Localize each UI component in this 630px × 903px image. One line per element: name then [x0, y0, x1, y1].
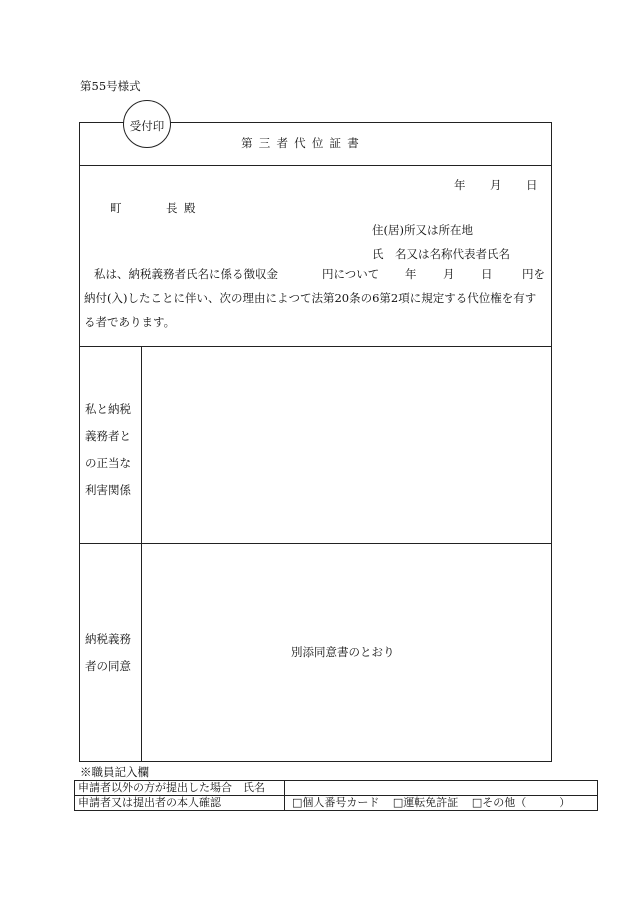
label-line: 者の同意	[85, 659, 131, 673]
label-line: 義務者と	[85, 429, 131, 443]
addressee-chief: 長	[166, 201, 178, 215]
statement-line1-b: 円について	[322, 267, 380, 281]
table-row	[75, 796, 598, 811]
staff-entry-table	[74, 780, 598, 811]
section-divider	[79, 543, 552, 544]
address-label: 住(居)所又は所在地	[372, 223, 473, 237]
stamp-label: 受付印	[129, 119, 165, 133]
title-char: 者	[276, 136, 288, 150]
title-char: 書	[347, 136, 359, 150]
statement-year: 年	[405, 267, 417, 281]
statement-line2: 納付(入)したことに伴い、次の理由によつて法第20条の6第2項に規定する代位権を有す	[84, 291, 537, 305]
checkbox-drivers-license[interactable]: □運転免許証	[392, 796, 459, 809]
statement-line3: る者であります。	[84, 315, 176, 329]
title-char: 第	[241, 136, 253, 150]
title-divider	[79, 165, 552, 166]
proxy-name-label: 申請者以外の方が提出した場合 氏名	[75, 781, 285, 796]
table-row	[75, 781, 598, 796]
taxpayer-consent-label	[85, 626, 131, 680]
interest-relationship-label	[85, 396, 131, 504]
title-char: 代	[294, 136, 306, 150]
staff-section-heading: ※職員記入欄	[80, 765, 149, 779]
interest-relationship-field[interactable]	[142, 347, 551, 542]
form-number: 第55号様式	[80, 79, 141, 93]
title-char: 位	[311, 136, 324, 150]
reception-stamp	[123, 100, 171, 148]
label-line: の正当な	[85, 456, 131, 470]
checkbox-other[interactable]: □その他（ ）	[471, 796, 571, 809]
label-line: 利害関係	[85, 483, 131, 497]
statement-day: 日	[481, 267, 493, 281]
name-label: 氏 名又は名称代表者氏名	[372, 247, 510, 261]
statement-month: 月	[443, 267, 455, 281]
date-year: 年	[454, 178, 466, 192]
title-char: 三	[258, 136, 271, 150]
date-month: 月	[490, 178, 502, 192]
label-line: 納税義務	[85, 632, 131, 646]
identity-check-label: 申請者又は提出者の本人確認	[75, 796, 285, 811]
proxy-name-field[interactable]	[285, 781, 598, 796]
addressee-honorific: 殿	[184, 201, 196, 215]
addressee-town: 町	[110, 201, 122, 215]
label-line: 私と納税	[85, 402, 131, 416]
document-title	[238, 138, 362, 150]
checkbox-mynumber-card[interactable]: □個人番号カード	[292, 796, 380, 809]
statement-line1-a: 私は、納税義務者氏名に係る徴収金	[94, 267, 278, 281]
identity-check-options	[285, 796, 598, 811]
taxpayer-consent-content: 別添同意書のとおり	[291, 645, 395, 659]
date-day: 日	[526, 178, 538, 192]
title-char: 証	[329, 136, 342, 150]
statement-line1-c: 円を	[522, 267, 545, 281]
